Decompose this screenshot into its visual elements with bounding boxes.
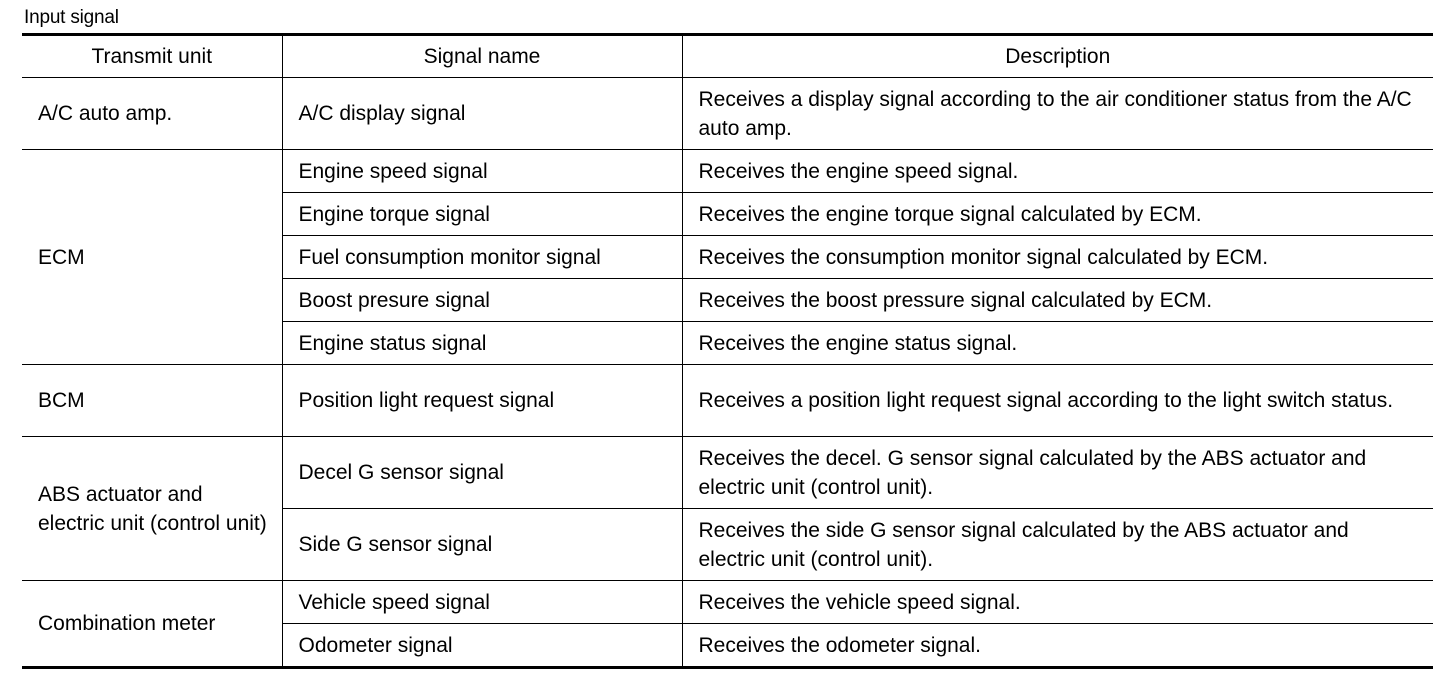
input-signal-table (22, 33, 1433, 669)
signal-name-cell: Engine status signal (282, 322, 682, 365)
description-cell: Receives the odometer signal. (682, 624, 1433, 668)
table-row (22, 78, 1433, 150)
table-row (22, 581, 1433, 624)
header-description: Description (682, 35, 1433, 78)
signal-name-cell: Engine torque signal (282, 193, 682, 236)
description-cell: Receives the boost pressure signal calculated by ECM. (682, 279, 1433, 322)
signal-name-cell: Side G sensor signal (282, 509, 682, 581)
header-signal-name: Signal name (282, 35, 682, 78)
description-cell: Receives a position light request signal according to the light switch status. (682, 365, 1433, 437)
description-cell: Receives the side G sensor signal calculated by the ABS actuator and electric unit (control unit). (682, 509, 1433, 581)
description-cell: Receives the engine status signal. (682, 322, 1433, 365)
transmit-unit-cell: ABS actuator and electric unit (control unit) (22, 437, 282, 581)
transmit-unit-cell: ECM (22, 150, 282, 365)
description-cell: Receives the engine torque signal calculated by ECM. (682, 193, 1433, 236)
signal-name-cell: Decel G sensor signal (282, 437, 682, 509)
signal-name-cell: Odometer signal (282, 624, 682, 668)
signal-name-cell: Engine speed signal (282, 150, 682, 193)
description-cell: Receives the vehicle speed signal. (682, 581, 1433, 624)
transmit-unit-cell: Combination meter (22, 581, 282, 668)
transmit-unit-cell: BCM (22, 365, 282, 437)
signal-name-cell: A/C display signal (282, 78, 682, 150)
signal-name-cell: Boost presure signal (282, 279, 682, 322)
table-row (22, 150, 1433, 193)
table-row (22, 437, 1433, 509)
table-caption: Input signal (24, 7, 119, 28)
description-cell: Receives the consumption monitor signal calculated by ECM. (682, 236, 1433, 279)
table-row (22, 365, 1433, 437)
description-cell: Receives a display signal according to the air conditioner status from the A/C auto amp. (682, 78, 1433, 150)
header-row (22, 35, 1433, 78)
description-cell: Receives the decel. G sensor signal calculated by the ABS actuator and electric unit (control unit). (682, 437, 1433, 509)
signal-name-cell: Position light request signal (282, 365, 682, 437)
signal-name-cell: Vehicle speed signal (282, 581, 682, 624)
header-transmit-unit: Transmit unit (22, 35, 282, 78)
signal-name-cell: Fuel consumption monitor signal (282, 236, 682, 279)
description-cell: Receives the engine speed signal. (682, 150, 1433, 193)
transmit-unit-cell: A/C auto amp. (22, 78, 282, 150)
